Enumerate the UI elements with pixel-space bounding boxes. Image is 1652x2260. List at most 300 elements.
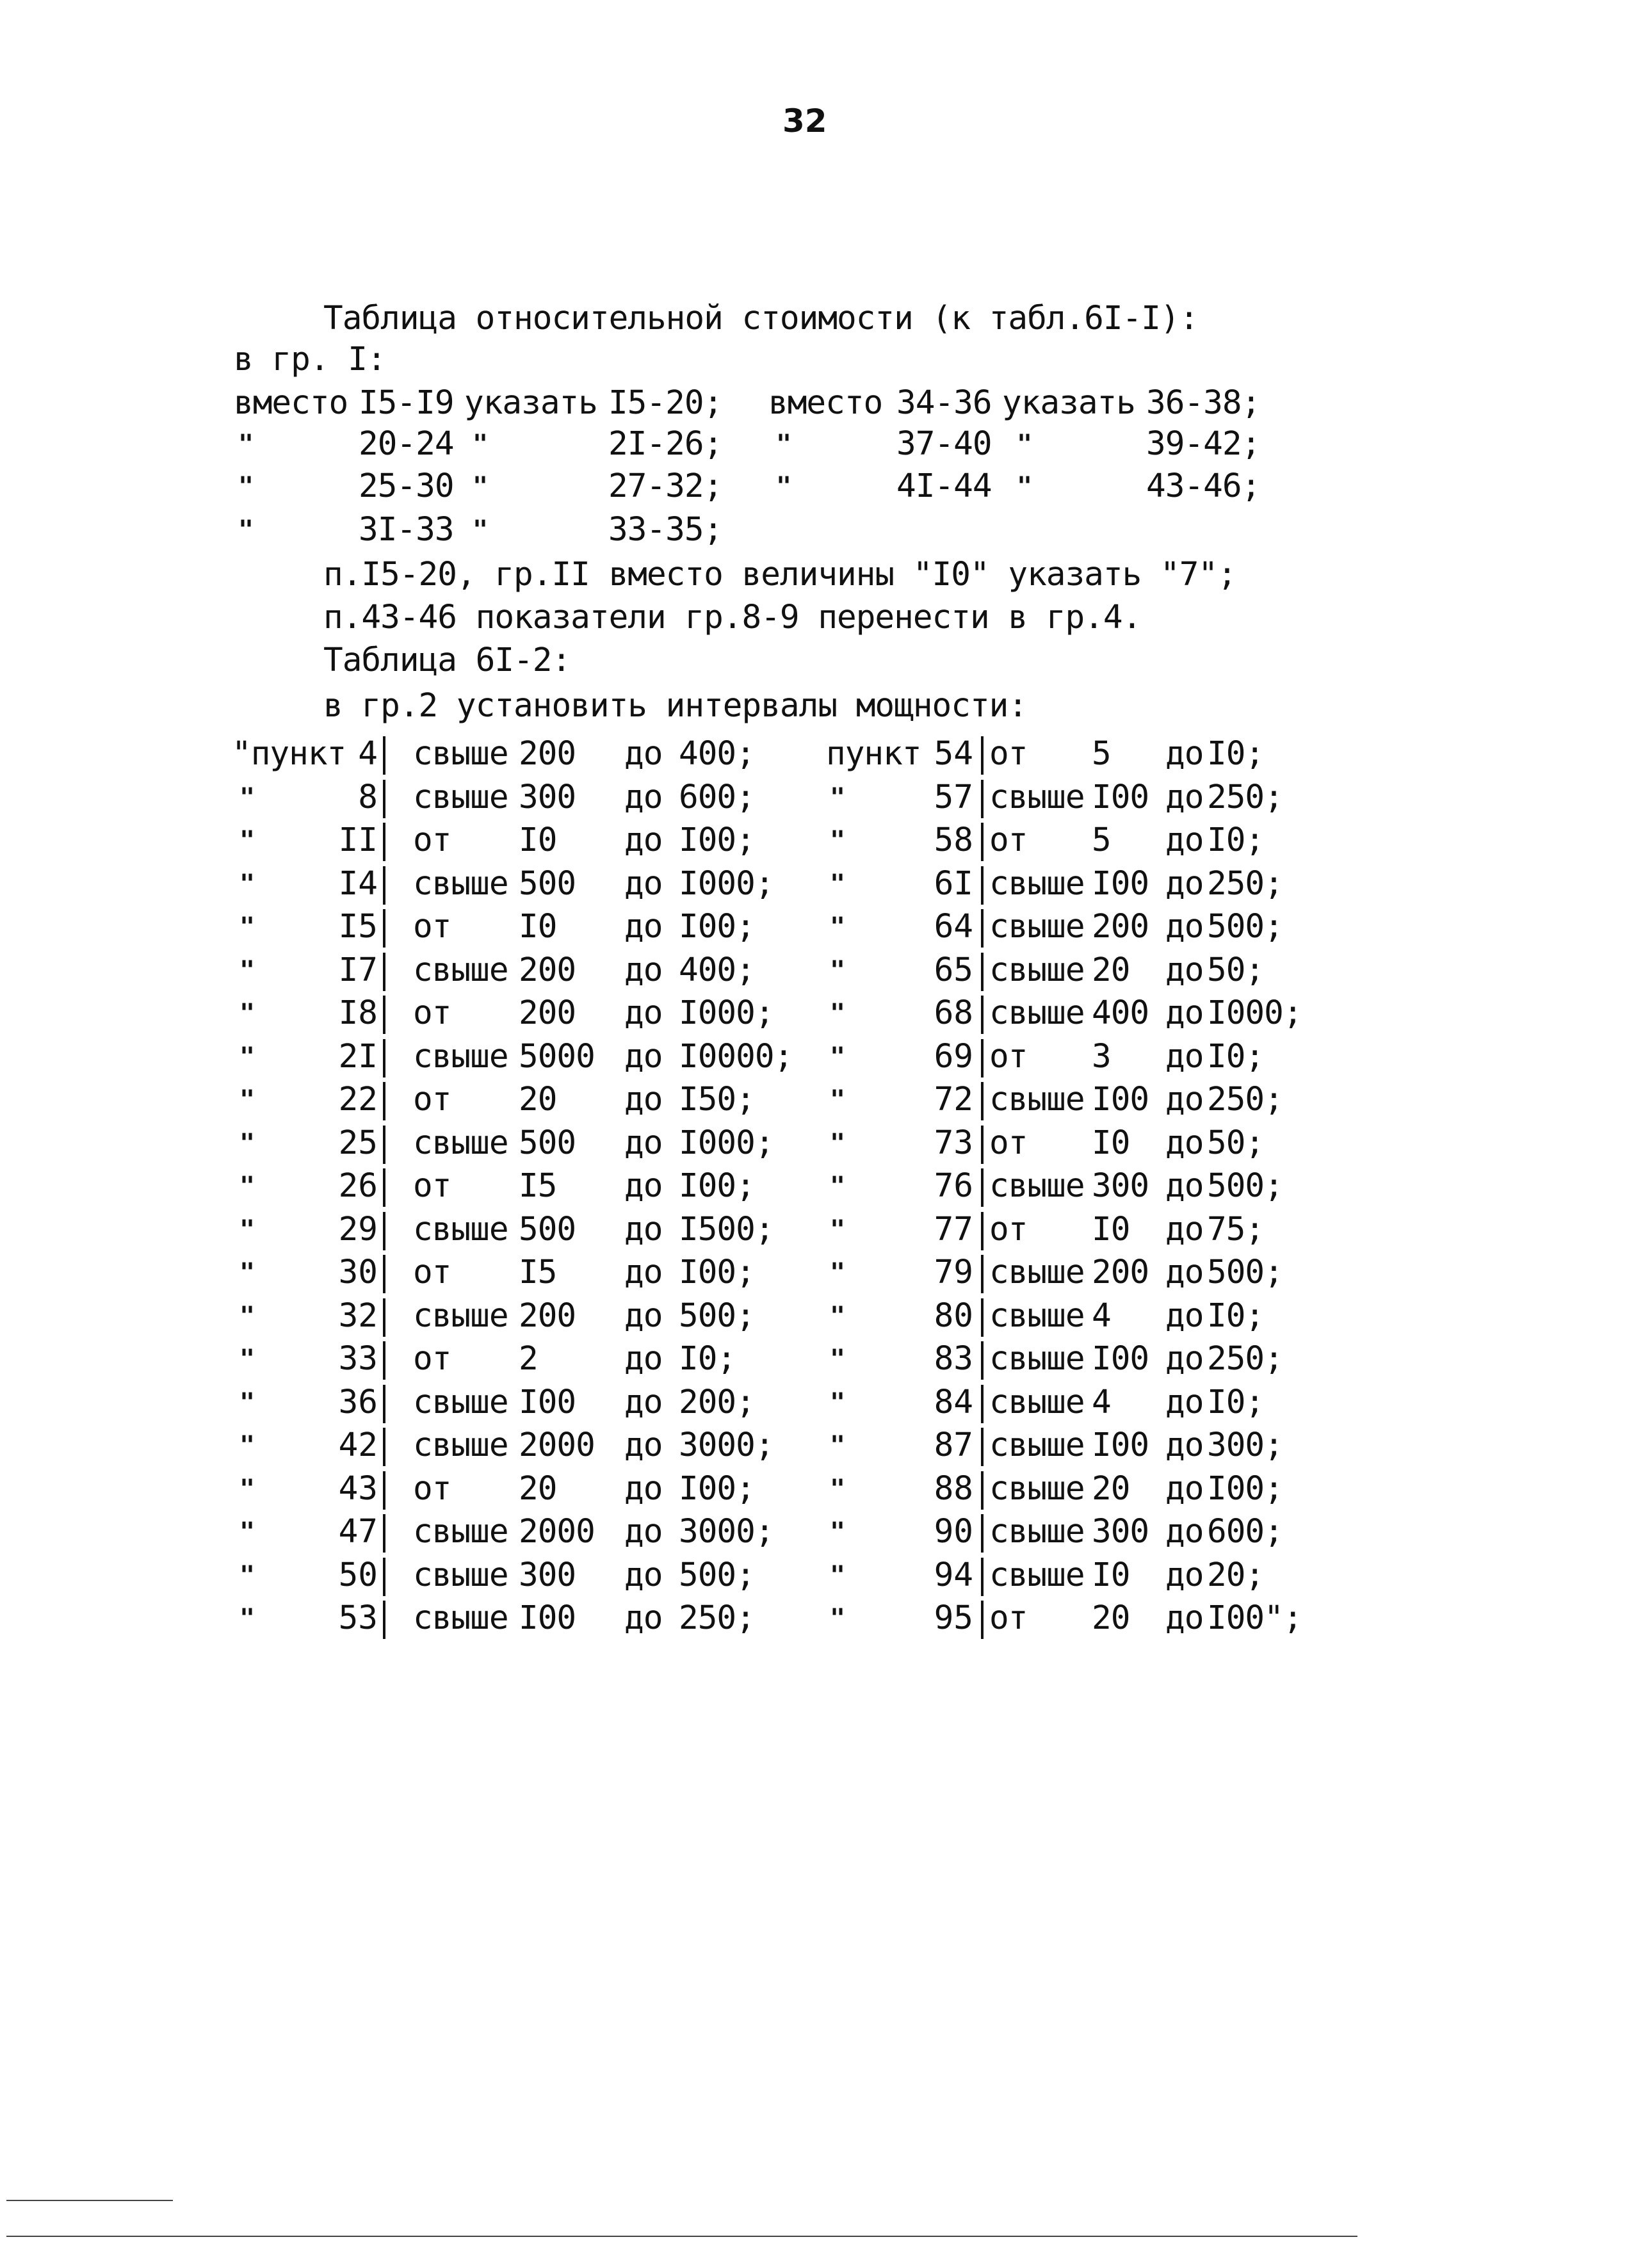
range-to: до: [1165, 1211, 1204, 1248]
range-low: I0: [1092, 1124, 1130, 1162]
range-high: I0;: [1207, 821, 1265, 859]
column-divider: [383, 996, 385, 1034]
item-number: 94: [934, 1556, 973, 1594]
range-high: I0;: [679, 1340, 736, 1378]
range-low: 200: [1092, 1254, 1149, 1291]
range-low: 20: [519, 1081, 557, 1118]
range-low: 20: [1092, 951, 1130, 989]
column-divider: [981, 1168, 984, 1207]
range-high: I00;: [679, 821, 755, 859]
range-high: I0;: [1207, 1297, 1265, 1335]
range-low: I00: [1092, 865, 1149, 903]
column-divider: [383, 1601, 385, 1639]
range-low: 4: [1092, 1297, 1111, 1335]
line-to: 2I-26;: [608, 425, 723, 463]
ditto-mark: ": [830, 869, 846, 899]
ditto-mark: ": [239, 826, 255, 855]
item-number: 29: [338, 1211, 378, 1248]
condition: свыше: [413, 1513, 508, 1551]
item-number: 72: [934, 1081, 973, 1118]
range-to: до: [1165, 951, 1204, 989]
range-to: до: [624, 1513, 663, 1551]
column-divider: [981, 1385, 984, 1423]
range-high: 3000;: [679, 1426, 774, 1464]
range-low: 500: [519, 1211, 576, 1248]
range-high: I0;: [1207, 1384, 1265, 1421]
page-number: 32: [782, 102, 827, 140]
column-divider: [383, 866, 385, 905]
line-to: 27-32;: [608, 467, 723, 505]
range-high: I000;: [679, 994, 774, 1032]
range-to: до: [1165, 1167, 1204, 1205]
range-to: до: [624, 1167, 663, 1205]
line-from-b: 4I-44: [896, 467, 992, 505]
item-number: 57: [934, 779, 973, 816]
range-low: 200: [519, 1297, 576, 1335]
range-high: 50;: [1207, 1124, 1265, 1162]
condition: свыше: [989, 1513, 1085, 1551]
range-to: до: [1165, 1297, 1204, 1335]
condition: от: [989, 1038, 1028, 1076]
item-number: I4: [338, 865, 378, 903]
range-low: 500: [519, 865, 576, 903]
range-low: I0: [1092, 1211, 1130, 1248]
item-number: 42: [338, 1426, 378, 1464]
line-lead-b: вместо: [768, 384, 883, 422]
line-verb-b: указать: [1002, 384, 1135, 422]
ditto-mark: ": [473, 472, 489, 501]
range-to: до: [1165, 908, 1204, 946]
range-high: I0000;: [679, 1038, 793, 1076]
range-to: до: [624, 1254, 663, 1291]
column-divider: [981, 1601, 984, 1639]
item-label: "пункт: [232, 735, 346, 773]
ditto-mark: ": [239, 956, 255, 985]
ditto-mark: ": [830, 1172, 846, 1201]
condition: свыше: [413, 1297, 508, 1335]
range-low: I00: [519, 1384, 576, 1421]
range-to: до: [624, 865, 663, 903]
condition: свыше: [989, 994, 1085, 1032]
column-divider: [981, 1428, 984, 1466]
ditto-mark: ": [830, 1474, 846, 1504]
column-divider: [383, 1082, 385, 1120]
ditto-mark: ": [830, 1215, 846, 1245]
column-divider: [981, 1471, 984, 1510]
range-to: до: [1165, 865, 1204, 903]
item-number: I8: [338, 994, 378, 1032]
ditto-mark: ": [830, 1344, 846, 1374]
item-number: 87: [934, 1426, 973, 1464]
line-verb: указать: [464, 384, 597, 422]
item-number: 73: [934, 1124, 973, 1162]
range-low: I00: [519, 1599, 576, 1637]
range-to: до: [624, 1470, 663, 1508]
ditto-mark: ": [239, 1344, 255, 1374]
column-divider: [981, 866, 984, 905]
condition: от: [413, 994, 451, 1032]
line-lead: вместо: [234, 384, 348, 422]
condition: свыше: [413, 865, 508, 903]
item-number: 2I: [338, 1038, 378, 1076]
item-number: 4: [358, 735, 378, 773]
condition: свыше: [413, 735, 508, 773]
item-number: 50: [338, 1556, 378, 1594]
item-number: 53: [338, 1599, 378, 1637]
range-high: 400;: [679, 735, 755, 773]
item-number: 54: [934, 735, 973, 773]
range-to: до: [624, 735, 663, 773]
ditto-mark: ": [1017, 472, 1033, 501]
condition: от: [413, 1167, 451, 1205]
ditto-mark: ": [473, 430, 489, 459]
range-low: 20: [1092, 1599, 1130, 1637]
condition: от: [413, 1470, 451, 1508]
range-low: I5: [519, 1254, 557, 1291]
range-high: 200;: [679, 1384, 755, 1421]
range-high: 400;: [679, 951, 755, 989]
range-low: 200: [519, 735, 576, 773]
column-divider: [383, 1471, 385, 1510]
condition: от: [989, 1124, 1028, 1162]
item-label: пункт: [826, 735, 921, 773]
line-from-b: 37-40: [896, 425, 992, 463]
ditto-mark: ": [830, 1431, 846, 1460]
range-high: I500;: [679, 1211, 774, 1248]
range-to: до: [624, 1124, 663, 1162]
condition: свыше: [989, 908, 1085, 946]
range-low: 400: [1092, 994, 1149, 1032]
range-high: 500;: [679, 1556, 755, 1594]
range-to: до: [624, 1081, 663, 1118]
column-divider: [383, 1298, 385, 1337]
condition: свыше: [989, 1470, 1085, 1508]
ditto-mark: ": [830, 912, 846, 942]
line-from: 25-30: [359, 467, 454, 505]
range-high: I00;: [679, 1254, 755, 1291]
note-2: п.43-46 показатели гр.8-9 перенести в гр.4.: [323, 599, 1142, 636]
note-1: п.I5-20, гр.II вместо величины "I0" указать "7";: [323, 556, 1236, 593]
range-low: 200: [519, 994, 576, 1032]
range-high: 250;: [1207, 1081, 1283, 1118]
table-heading: Таблица относительной стоимости (к табл.6I-I):: [323, 300, 1199, 337]
column-divider: [383, 1126, 385, 1164]
item-number: 90: [934, 1513, 973, 1551]
range-high: I000;: [679, 1124, 774, 1162]
condition: свыше: [413, 1426, 508, 1464]
column-divider: [981, 1514, 984, 1553]
range-low: 300: [1092, 1167, 1149, 1205]
condition: свыше: [413, 1038, 508, 1076]
item-number: 65: [934, 951, 973, 989]
item-number: I5: [338, 908, 378, 946]
line-from: I5-I9: [359, 384, 454, 422]
column-divider: [981, 823, 984, 861]
line-from: 3I-33: [359, 511, 454, 549]
range-to: до: [624, 779, 663, 816]
line-to-b: 39-42;: [1146, 425, 1261, 463]
footer-rule: [6, 2236, 1357, 2237]
ditto-mark: ": [239, 912, 255, 942]
condition: от: [413, 1340, 451, 1378]
column-divider: [981, 1341, 984, 1380]
ditto-mark: ": [830, 826, 846, 855]
item-number: 76: [934, 1167, 973, 1205]
range-to: до: [624, 1426, 663, 1464]
range-high: 500;: [1207, 1167, 1283, 1205]
range-to: до: [624, 1599, 663, 1637]
range-to: до: [1165, 1513, 1204, 1551]
range-low: I0: [519, 908, 557, 946]
condition: свыше: [413, 951, 508, 989]
ditto-mark: ": [830, 783, 846, 812]
range-to: до: [1165, 994, 1204, 1032]
column-divider: [981, 1558, 984, 1596]
ditto-mark: ": [239, 1561, 255, 1590]
item-number: 64: [934, 908, 973, 946]
range-to: до: [624, 1556, 663, 1594]
ditto-mark: ": [1017, 430, 1033, 459]
condition: свыше: [413, 1556, 508, 1594]
line-to-b: 43-46;: [1146, 467, 1261, 505]
range-low: 300: [519, 1556, 576, 1594]
range-low: 20: [519, 1470, 557, 1508]
item-number: 79: [934, 1254, 973, 1291]
range-high: 500;: [1207, 908, 1283, 946]
column-divider: [981, 996, 984, 1034]
column-divider: [981, 953, 984, 991]
ditto-mark: ": [776, 430, 792, 459]
column-divider: [981, 1298, 984, 1337]
column-divider: [383, 1039, 385, 1078]
column-divider: [981, 1039, 984, 1078]
item-number: 68: [934, 994, 973, 1032]
range-to: до: [624, 908, 663, 946]
range-to: до: [1165, 821, 1204, 859]
range-high: 300;: [1207, 1426, 1283, 1464]
column-divider: [383, 1212, 385, 1250]
column-divider: [981, 1255, 984, 1293]
column-divider: [383, 736, 385, 775]
item-number: 95: [934, 1599, 973, 1637]
range-low: 5000: [519, 1038, 595, 1076]
range-low: 300: [519, 779, 576, 816]
ditto-mark: ": [239, 1604, 255, 1633]
column-divider: [981, 780, 984, 818]
range-low: I0: [1092, 1556, 1130, 1594]
ditto-mark: ": [830, 1561, 846, 1590]
item-number: 33: [338, 1340, 378, 1378]
ditto-mark: ": [239, 1042, 255, 1072]
item-number: 8: [358, 779, 378, 816]
item-number: 6I: [934, 865, 973, 903]
ditto-mark: ": [830, 1085, 846, 1115]
condition: свыше: [989, 1426, 1085, 1464]
ditto-mark: ": [830, 999, 846, 1028]
range-high: I00;: [679, 1167, 755, 1205]
range-low: 5: [1092, 821, 1111, 859]
range-to: до: [1165, 1426, 1204, 1464]
range-high: I00";: [1207, 1599, 1302, 1637]
range-to: до: [1165, 735, 1204, 773]
line-to: I5-20;: [608, 384, 723, 422]
ditto-mark: ": [239, 1215, 255, 1245]
ditto-mark: ": [239, 1129, 255, 1158]
range-to: до: [1165, 1038, 1204, 1076]
range-low: 2: [519, 1340, 538, 1378]
ditto-mark: ": [239, 1388, 255, 1417]
range-to: до: [624, 1038, 663, 1076]
range-low: 200: [519, 951, 576, 989]
range-low: I00: [1092, 1340, 1149, 1378]
range-low: 4: [1092, 1384, 1111, 1421]
range-to: до: [624, 1384, 663, 1421]
group-label: в гр. I:: [234, 341, 386, 378]
ditto-mark: ": [473, 515, 489, 545]
range-to: до: [624, 1211, 663, 1248]
ditto-mark: ": [830, 1129, 846, 1158]
item-number: 58: [934, 821, 973, 859]
range-high: 500;: [1207, 1254, 1283, 1291]
condition: от: [989, 1599, 1028, 1637]
range-high: 500;: [679, 1297, 755, 1335]
ditto-mark: ": [830, 1042, 846, 1072]
item-number: 80: [934, 1297, 973, 1335]
range-to: до: [1165, 779, 1204, 816]
ditto-mark: ": [239, 869, 255, 899]
range-to: до: [1165, 1124, 1204, 1162]
item-number: I7: [338, 951, 378, 989]
ditto-mark: ": [830, 1517, 846, 1547]
column-divider: [383, 1428, 385, 1466]
condition: свыше: [989, 1297, 1085, 1335]
column-divider: [383, 1341, 385, 1380]
ditto-mark: ": [238, 472, 254, 501]
range-high: I50;: [679, 1081, 755, 1118]
condition: от: [989, 735, 1028, 773]
ditto-mark: ": [239, 1517, 255, 1547]
range-low: 20: [1092, 1470, 1130, 1508]
item-number: 30: [338, 1254, 378, 1291]
range-to: до: [1165, 1081, 1204, 1118]
condition: от: [413, 1254, 451, 1291]
ditto-mark: ": [239, 1172, 255, 1201]
condition: свыше: [989, 1081, 1085, 1118]
range-to: до: [1165, 1556, 1204, 1594]
condition: свыше: [413, 1384, 508, 1421]
item-number: 47: [338, 1513, 378, 1551]
item-number: 36: [338, 1384, 378, 1421]
condition: свыше: [989, 1384, 1085, 1421]
column-divider: [383, 1514, 385, 1553]
line-from-b: 34-36: [896, 384, 992, 422]
item-number: 26: [338, 1167, 378, 1205]
ditto-mark: ": [776, 472, 792, 501]
range-high: I0;: [1207, 1038, 1265, 1076]
range-high: 250;: [1207, 865, 1283, 903]
range-high: 250;: [1207, 1340, 1283, 1378]
range-high: I00;: [1207, 1470, 1283, 1508]
ditto-mark: ": [830, 956, 846, 985]
condition: от: [989, 1211, 1028, 1248]
condition: свыше: [989, 779, 1085, 816]
condition: свыше: [413, 1211, 508, 1248]
range-to: до: [624, 951, 663, 989]
condition: от: [413, 908, 451, 946]
item-number: 84: [934, 1384, 973, 1421]
range-low: I5: [519, 1167, 557, 1205]
ditto-mark: ": [830, 1604, 846, 1633]
condition: свыше: [989, 1556, 1085, 1594]
condition: свыше: [413, 1599, 508, 1637]
column-divider: [981, 1126, 984, 1164]
range-to: до: [624, 821, 663, 859]
ditto-mark: ": [239, 1431, 255, 1460]
item-number: II: [338, 821, 378, 859]
range-to: до: [1165, 1340, 1204, 1378]
item-number: 83: [934, 1340, 973, 1378]
condition: от: [413, 1081, 451, 1118]
range-to: до: [624, 1340, 663, 1378]
table-reference: Таблица 6I-2:: [323, 642, 571, 679]
range-low: 2000: [519, 1426, 595, 1464]
ditto-mark: ": [830, 1258, 846, 1287]
column-divider: [981, 1212, 984, 1250]
condition: свыше: [989, 1254, 1085, 1291]
range-low: 500: [519, 1124, 576, 1162]
footer-rule: [6, 2200, 173, 2201]
condition: свыше: [413, 1124, 508, 1162]
ditto-mark: ": [239, 1302, 255, 1331]
condition: свыше: [413, 779, 508, 816]
range-low: I00: [1092, 1081, 1149, 1118]
ditto-mark: ": [239, 999, 255, 1028]
line-from: 20-24: [359, 425, 454, 463]
range-high: I00;: [679, 908, 755, 946]
range-high: 250;: [1207, 779, 1283, 816]
item-number: 77: [934, 1211, 973, 1248]
column-divider: [383, 1168, 385, 1207]
range-low: 300: [1092, 1513, 1149, 1551]
condition: свыше: [989, 865, 1085, 903]
ditto-mark: ": [239, 1474, 255, 1504]
range-high: 50;: [1207, 951, 1265, 989]
item-number: 69: [934, 1038, 973, 1076]
item-number: 25: [338, 1124, 378, 1162]
condition: свыше: [989, 1340, 1085, 1378]
column-divider: [383, 1558, 385, 1596]
range-to: до: [1165, 1254, 1204, 1291]
range-high: 600;: [1207, 1513, 1283, 1551]
item-number: 22: [338, 1081, 378, 1118]
range-high: I0;: [1207, 735, 1265, 773]
column-divider: [981, 909, 984, 948]
ditto-mark: ": [239, 1085, 255, 1115]
column-divider: [383, 953, 385, 991]
condition: от: [989, 821, 1028, 859]
range-low: 3: [1092, 1038, 1111, 1076]
column-divider: [981, 736, 984, 775]
ditto-mark: ": [830, 1388, 846, 1417]
range-to: до: [1165, 1384, 1204, 1421]
range-low: 2000: [519, 1513, 595, 1551]
condition: свыше: [989, 1167, 1085, 1205]
range-high: 75;: [1207, 1211, 1265, 1248]
range-high: I000;: [1207, 994, 1302, 1032]
line-to: 33-35;: [608, 511, 723, 549]
range-high: 600;: [679, 779, 755, 816]
range-to: до: [624, 1297, 663, 1335]
